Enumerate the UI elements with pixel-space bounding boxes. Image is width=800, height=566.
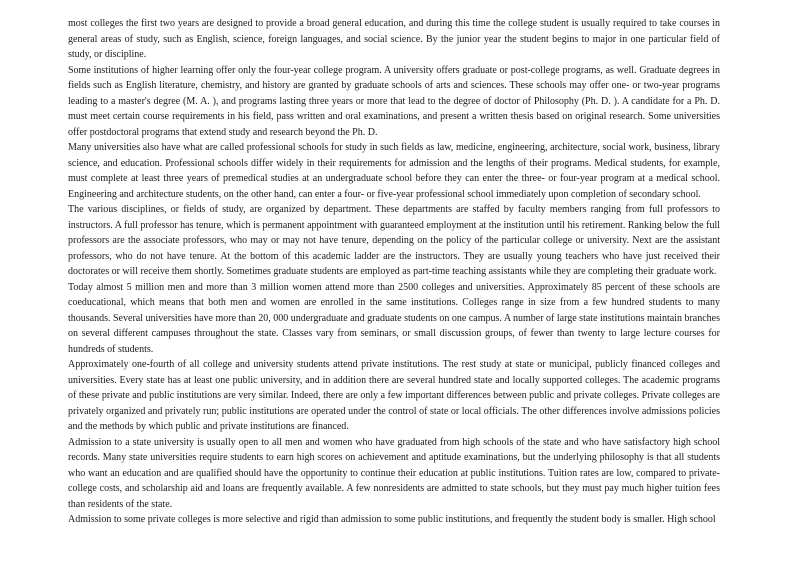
paragraph-enrollment: Today almost 5 million men and more than 3 million women attend more than 2500 colleges and universities. Approximately 85 percent of these schools are coeducational, which means that both men and women are enrolled in the same institutions. Colleges range in size from a few hundred students to many thousands. Several universities have more than 20, 000 undergraduate and graduate students on one campus. A number of large state institutions maintain branches on several different campuses throughout the state. Classes vary from seminars, or small discussion groups, of fewer than twenty to large lecture courses for hundreds of students. xyxy=(68,281,720,355)
paragraph-professional-schools: Many universities also have what are called professional schools for study in such fields as law, medicine, engineering, architecture, social work, business, library science, and education. Professional schools differ widely in their requirements for admission and the lengths of their programs. Medical students, for example, must complete at least three years of premedical studies at an undergraduate school before they can enter the three- or four-year program at a medical school. Engineering and architecture students, on the other hand, can enter a four- or five-year professional school immediately upon completion of secondary school. xyxy=(68,142,720,200)
paragraph-private-admission: Admission to some private colleges is more selective and rigid than admission to some public institutions, and frequently the student body is smaller. High school xyxy=(68,514,716,525)
paragraph-general-education: most colleges the first two years are designed to provide a broad general education, and during this time the college student is usually required to take courses in general areas of study, such as English, science, foreign languages, and social science. By the junior year the student begins to major in one particular field of study, or discipline. xyxy=(68,18,720,60)
document-body xyxy=(68,16,720,528)
paragraph-private-institutions: Approximately one-fourth of all college and university students attend private institutions. The rest study at state or municipal, publicly financed colleges and universities. Every state has at least one public university, and in addition there are several hundred state and locally supported colleges. The academic programs of these private and public institutions are very similar. Indeed, there are only a few important differences between public and private colleges. Private colleges are privately organized and privately run; public institutions are operated under the control of state or local officials. The other differences involve admissions policies and the methods by which public and private institutions are financed. xyxy=(68,359,720,432)
paragraph-state-admission: Admission to a state university is usually open to all men and women who have graduated from high schools of the state and who have satisfactory high school records. Many state universities require students to earn high scores on achievement and aptitude examinations, but the underlying philosophy is that all students who want an education and are qualified should have the opportunity to continue their education at public institutions. Tuition rates are low, compared to private-college costs, and scholarship aid and loans are frequently available. A few nonresidents are admitted to state schools, but they must pay much higher tuition fees than residents of the state. xyxy=(68,436,720,510)
paragraph-graduate-programs: Some institutions of higher learning offer only the four-year college program. A university offers graduate or post-college programs, as well. Graduate degrees in fields such as English literature, chemistry, and history are granted by graduate schools of arts and sciences. These schools may offer one- or two-year programs leading to a master's degree (M. A. ), and programs lasting three years or more that lead to the degree of doctor of Philosophy (Ph. D. ). A candidate for a Ph. D. must meet certain course requirements in his field, pass written and oral examinations, and present a written thesis based on original research. Some universities offer postdoctoral programs that extend study and research beyond the Ph. D. xyxy=(68,64,720,138)
paragraph-departments: The various disciplines, or fields of study, are organized by department. These departments are staffed by faculty members ranging from full professors to instructors. A full professor has tenure, which is permanent appointment with guaranteed employment at the institution until his retirement. Ranking below the full professors are the associate professors, who may or may not have tenure, depending on the policy of the particular college or university. Next are the assistant professors, who do not have tenure. At the bottom of this academic ladder are the instructors. They are usually young teachers who have just received their doctorates or will receive them shortly. Sometimes graduate students are employed as part-time teaching assistants while they are completing their graduate work. xyxy=(68,204,720,277)
